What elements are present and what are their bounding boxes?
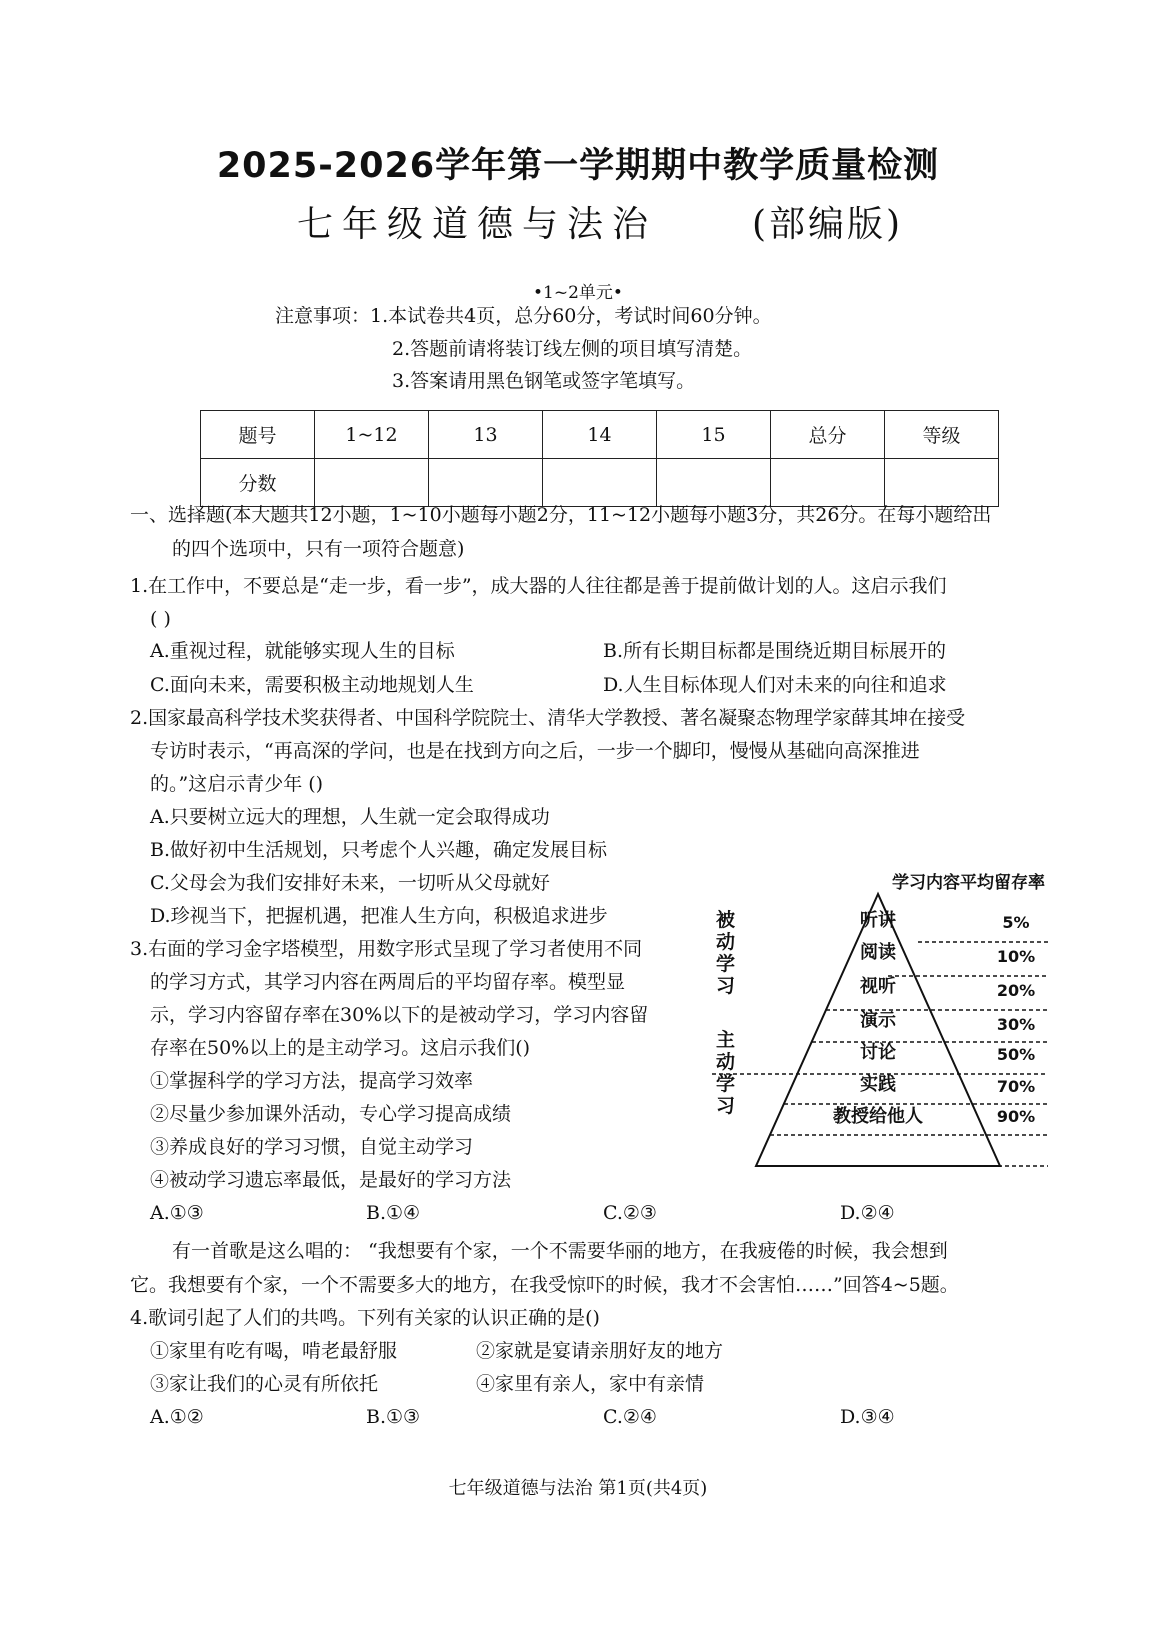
question-4-option-c[interactable]: C.②④ — [603, 1406, 657, 1428]
page-footer: 七年级道德与法治 第1页(共4页) — [448, 1478, 708, 1499]
question-4-option-a[interactable]: A.①② — [150, 1406, 204, 1428]
score-table-header-row — [201, 411, 999, 459]
question-4-statement-1: ①家里有吃有喝，啃老最舒服 — [150, 1340, 398, 1362]
table-header-cell: 题号 — [201, 411, 315, 459]
question-3-option-a[interactable]: A.①③ — [150, 1202, 204, 1224]
score-cell-grade[interactable] — [885, 459, 999, 507]
question-1-option-c[interactable]: C.面向未来，需要积极主动地规划人生 — [150, 674, 474, 696]
question-3-statement-3: ③养成良好的学习习惯，自觉主动学习 — [150, 1136, 474, 1158]
unit-scope: •1~2单元• — [533, 283, 623, 303]
pyramid-level-name: 听讲 — [860, 910, 896, 931]
question-3-stem-cont: 的学习方式，其学习内容在两周后的平均留存率。模型显 — [150, 971, 626, 993]
active-learning-label-char: 主动学习 — [716, 1029, 736, 1117]
question-1-option-b[interactable]: B.所有长期目标都是围绕近期目标展开的 — [603, 640, 947, 662]
question-4-statement-2: ②家就是宴请亲朋好友的地方 — [476, 1340, 724, 1362]
table-header-cell: 13 — [429, 411, 543, 459]
passive-learning-label-char: 被动学习 — [716, 909, 736, 997]
score-cell-13[interactable] — [429, 459, 543, 507]
table-header-cell: 15 — [657, 411, 771, 459]
question-3-option-d[interactable]: D.②④ — [840, 1202, 895, 1224]
question-3-stem-cont: 示，学习内容留存率在30%以下的是被动学习，学习内容留 — [150, 1004, 649, 1026]
question-1-option-d[interactable]: D.人生目标体现人们对未来的向往和追求 — [603, 674, 947, 696]
question-3-option-b[interactable]: B.①④ — [366, 1202, 421, 1224]
question-3-statement-4: ④被动学习遗忘率最低，是最好的学习方法 — [150, 1169, 512, 1191]
question-3-option-c[interactable]: C.②③ — [603, 1202, 657, 1224]
exam-edition: (部编版) — [752, 204, 904, 245]
table-header-cell: 1~12 — [315, 411, 429, 459]
score-cell-15[interactable] — [657, 459, 771, 507]
question-4-statement-4: ④家里有亲人，家中有亲情 — [476, 1373, 705, 1395]
table-header-cell: 等级 — [885, 411, 999, 459]
notice-line-1: 注意事项：1.本试卷共4页，总分60分，考试时间60分钟。 — [275, 305, 772, 327]
score-cell-14[interactable] — [543, 459, 657, 507]
score-table — [200, 410, 999, 507]
exam-title: 2025-2026学年第一学期期中教学质量检测 — [216, 146, 940, 186]
question-1-option-a[interactable]: A.重视过程，就能够实现人生的目标 — [150, 640, 455, 662]
question-4-option-b[interactable]: B.①③ — [366, 1406, 421, 1428]
table-row-label: 分数 — [201, 459, 315, 507]
question-3-stem: 3.右面的学习金字塔模型，用数字形式呈现了学习者使用不同 — [130, 938, 643, 960]
pyramid-level-name: 阅读 — [860, 942, 896, 963]
score-cell-total[interactable] — [771, 459, 885, 507]
question-1-stem: 1.在工作中，不要总是“走一步，看一步”，成大器的人往往都是善于提前做计划的人。这启示我们 — [130, 575, 947, 597]
question-2-stem: 2.国家最高科学技术奖获得者、中国科学院院士、清华大学教授、著名凝聚态物理学家薛其坤在接受 — [130, 707, 966, 729]
question-1-blank: ( ) — [150, 608, 171, 630]
song-passage-line-2: 它。我想要有个家，一个不需要多大的地方，在我受惊吓的时候，我才不会害怕……”回答4~5题。 — [130, 1274, 959, 1296]
pyramid-level-rate: 5% — [1002, 913, 1030, 932]
question-3-statement-2: ②尽量少参加课外活动，专心学习提高成绩 — [150, 1103, 512, 1125]
question-2-stem-cont: 专访时表示，“再高深的学问，也是在找到方向之后，一步一个脚印，慢慢从基础向高深推进 — [150, 740, 920, 762]
question-3-stem-end: 存率在50%以上的是主动学习。这启示我们() — [150, 1037, 531, 1059]
question-4-stem: 4.歌词引起了人们的共鸣。下列有关家的认识正确的是() — [130, 1307, 600, 1329]
song-passage-line-1: 有一首歌是这么唱的： “我想要有个家，一个不需要华丽的地方，在我疲倦的时候，我会想到 — [172, 1240, 948, 1262]
pyramid-level-rate: 70% — [996, 1077, 1036, 1096]
question-4-statement-3: ③家让我们的心灵有所依托 — [150, 1373, 379, 1395]
pyramid-level-name: 讨论 — [860, 1042, 896, 1063]
question-3-statement-1: ①掌握科学的学习方法，提高学习效率 — [150, 1070, 474, 1092]
score-cell-1-12[interactable] — [315, 459, 429, 507]
pyramid-level-rate: 10% — [996, 947, 1036, 966]
pyramid-level-name: 视听 — [860, 976, 896, 997]
table-header-cell: 14 — [543, 411, 657, 459]
pyramid-level-rate: 30% — [996, 1015, 1036, 1034]
pyramid-level-name: 教授给他人 — [833, 1106, 923, 1127]
question-2-option-b[interactable]: B.做好初中生活规划，只考虑个人兴趣，确定发展目标 — [150, 839, 608, 861]
learning-pyramid-figure — [712, 873, 1064, 1174]
question-4-option-d[interactable]: D.③④ — [840, 1406, 895, 1428]
pyramid-title: 学习内容平均留存率 — [892, 873, 1045, 893]
pyramid-level-rate: 50% — [996, 1045, 1036, 1064]
pyramid-level-name: 实践 — [860, 1074, 896, 1095]
table-header-cell: 总分 — [771, 411, 885, 459]
pyramid-level-rate: 20% — [996, 981, 1036, 1000]
question-2-option-a[interactable]: A.只要树立远大的理想，人生就一定会取得成功 — [150, 806, 550, 828]
pyramid-level-rate: 90% — [996, 1107, 1036, 1126]
question-2-option-d[interactable]: D.珍视当下，把握机遇，把准人生方向，积极追求进步 — [150, 905, 608, 927]
question-2-option-c[interactable]: C.父母会为我们安排好未来，一切听从父母就好 — [150, 872, 550, 894]
exam-subject: 七年级道德与法治 — [297, 204, 658, 245]
section-heading: 一、选择题(本大题共12小题，1~10小题每小题2分，11~12小题每小题3分，共26分。在每小题给出 — [130, 504, 992, 526]
notice-line-3: 3.答案请用黑色钢笔或签字笔填写。 — [392, 370, 696, 392]
pyramid-level-name: 演示 — [860, 1010, 896, 1031]
question-2-stem-end: 的。”这启示青少年 () — [150, 773, 324, 795]
section-heading-cont: 的四个选项中，只有一项符合题意) — [172, 538, 465, 560]
score-table-score-row — [201, 459, 999, 507]
notice-line-2: 2.答题前请将装订线左侧的项目填写清楚。 — [392, 338, 753, 360]
